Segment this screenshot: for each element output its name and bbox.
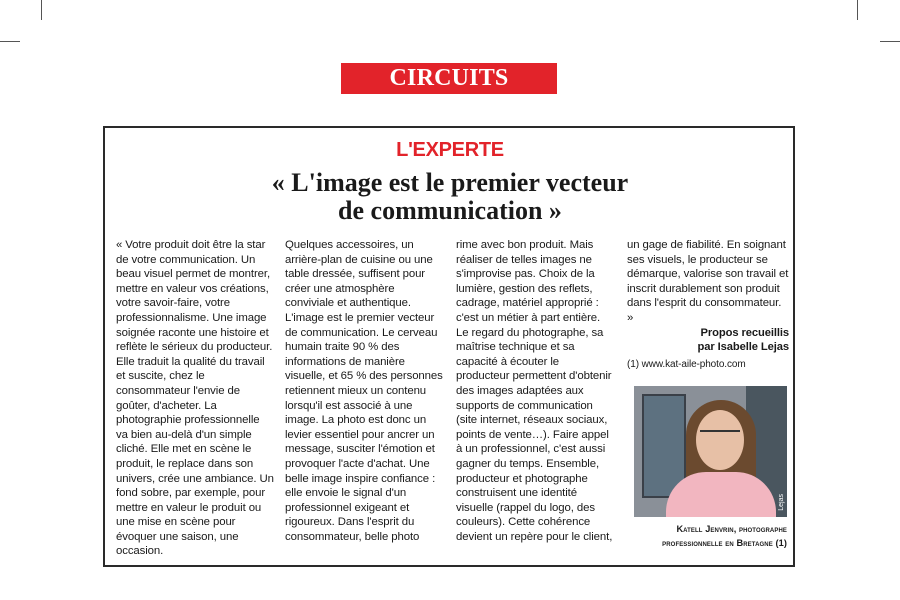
photo-caption <box>625 522 787 550</box>
section-rubric: CIRCUITS COURTS <box>341 63 557 94</box>
caption-line: professionnelle en Bretagne (1) <box>662 538 787 548</box>
caption-line: Katell Jenvrin, photographe <box>676 524 787 534</box>
signature-line: Propos recueillis <box>700 326 789 339</box>
column-text: Quelques accessoires, un arrière-plan de cuisine ou une table dressée, suffisent pour créer une atmosphère conviviale et authentique. L'image est le premier vecteur de communication. Le cerveau humain traite 90 % des informations de manière visuelle, et 65 % des personnes retiennent mieux un contenu lorsqu'il est associé à une image. La photo est donc un levier essentiel pour ancrer un message, susciter l'émotion et provoquer l'acte d'achat. Une belle image inspire confiance : elle envoie le signal d'un professionnel exigeant et rigoureux. Dans l'esprit du consommateur, belle photo <box>285 239 443 543</box>
article-column-1 <box>116 238 274 559</box>
signature-line: par Isabelle Lejas <box>697 340 789 353</box>
article-column-3 <box>456 238 614 544</box>
article-column-2 <box>285 238 443 544</box>
column-text: « Votre produit doit être la star de votre communication. Un beau visuel permet de montrer, mettre en valeur vos créations, votre savoir-faire, votre professionnalisme. Une image soignée raconte une histoire et reflète le sérieux du producteur. Elle traduit la qualité du travail et suscite, chez le consommateur l'envie de goûter, d'acheter. La photographie professionnelle va bien au-delà d'un simple cliché. Elle met en scène le produit, le replace dans son univers, crée une ambiance. Un fond sobre, par exemple, pour mettre en valeur le produit ou une mise en scène pour évoquer une saison, une occasion. <box>116 239 274 558</box>
crop-mark <box>0 41 20 42</box>
crop-mark <box>41 0 42 20</box>
column-text: rime avec bon produit. Mais réaliser de telles images ne s'improvise pas. Choix de la lumière, gestion des reflets, cadrage, matériel approprié : c'est un métier à part entière. Le regard du photographe, sa maîtrise technique et sa capacité à écouter le producteur permettent d'obtenir des images adaptées aux supports de communication (site internet, réseaux sociaux, points de vente…). Faire appel à un professionnel, c'est aussi gagner du temps. Ensemble, producteur et photographe construisent une identité visuelle (rappel du logo, des couleurs). Cette cohérence devient un repère pour le client, <box>456 239 613 543</box>
signature <box>627 326 789 354</box>
photo-credit: Lejas <box>778 494 785 511</box>
crop-mark <box>880 41 900 42</box>
kicker: L'EXPERTE <box>396 139 504 161</box>
crop-mark <box>857 0 858 20</box>
headline-line: « L'image est le premier vecteur <box>271 168 629 197</box>
article-column-4 <box>627 238 789 372</box>
headline <box>180 169 720 225</box>
portrait-photo <box>634 386 787 517</box>
footnote: (1) www.kat-aile-photo.com <box>627 358 746 370</box>
column-text: un gage de fiabilité. En soignant ses visuels, le producteur se démarque, valorise son travail et inscrit durablement son produit dans l'esprit du consommateur. » <box>627 239 789 324</box>
headline-line: de communication » <box>338 196 562 225</box>
